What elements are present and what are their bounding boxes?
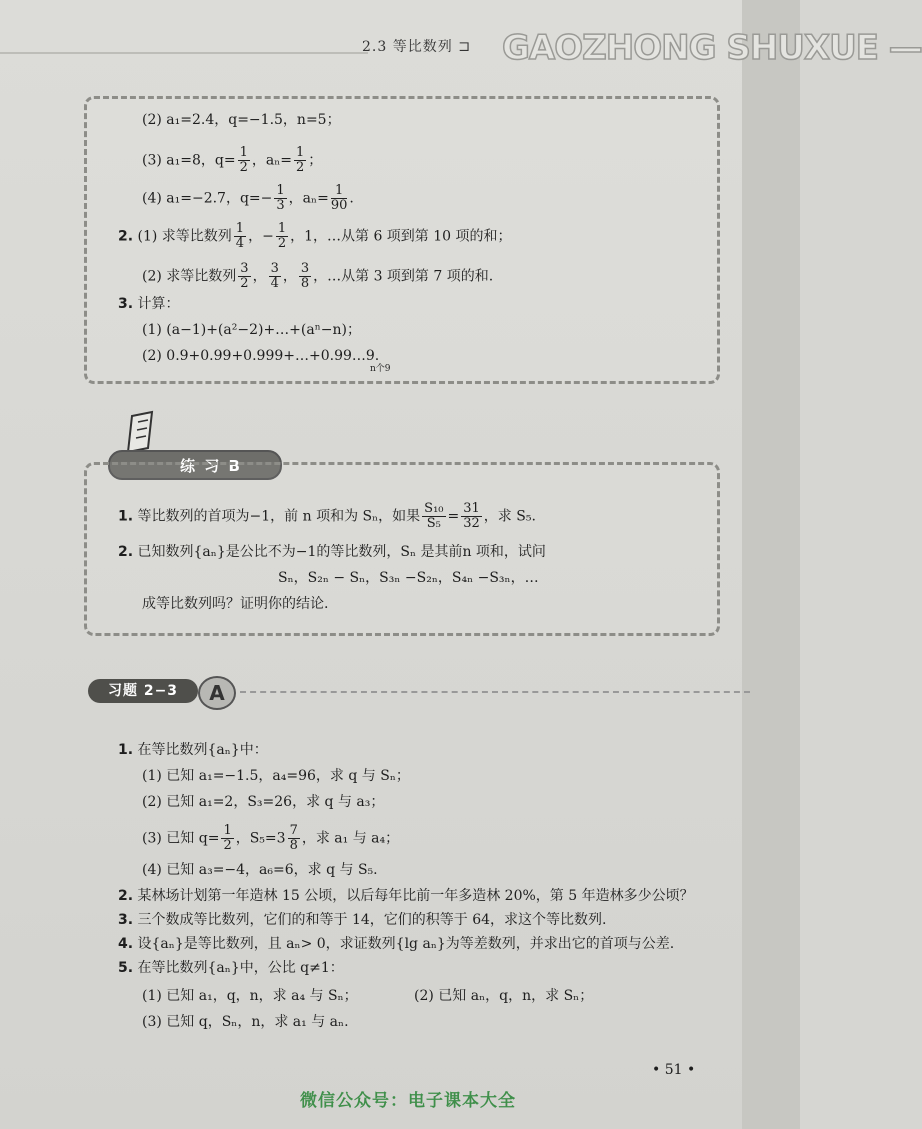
problem-set-rule [240, 691, 750, 693]
ex-a-q3-part2: (2) 0.9+0.99+0.999+…+0.99…9. [142, 348, 380, 364]
fraction-third: $\frac{1}{3}$ [276, 183, 285, 213]
ex-a-item-2: (2) a₁=2.4，q=−1.5，n=5； [142, 112, 341, 128]
ex-a-q2-part2: (2) 求等比数列 $\frac{3}{2}$ ， $\frac{3}{4}$ ， $\frac{3}{8}$ ，…从第 3 项到第 7 项的和. [142, 261, 494, 291]
ex-b-q1: 1. 等比数列的首项为−1，前 n 项和为 Sₙ，如果 $\frac{\text{S₁₀}}{\text{S₅}}$ = $\frac{31}{32}$ ，求 S₅. [118, 501, 536, 531]
fraction-three-halves: $\frac{3}{2}$ [240, 261, 249, 291]
fraction-31-32: $\frac{31}{32}$ [463, 501, 480, 531]
header-rule [0, 52, 368, 54]
fraction-half-d: $\frac{1}{2}$ [223, 823, 232, 853]
problem-2: 2. 某林场计划第一年造林 15 公顷，以后每年比前一年多造林 20%，第 5 年造林多少公顷？ [118, 888, 694, 904]
problem-4: 4. 设{aₙ}是等比数列，且 aₙ> 0，求证数列{lg aₙ}为等差数列，并求出它的首项与公差. [118, 936, 675, 952]
fraction-three-eighths: $\frac{3}{8}$ [300, 261, 310, 291]
page-number: • 51 • [652, 1062, 696, 1078]
ex-b-q2-line1: 2. 已知数列{aₙ}是公比不为−1的等比数列，Sₙ 是其前n 项和，试问 [118, 544, 546, 560]
fraction-half: $\frac{1}{2}$ [239, 145, 248, 175]
page-header [0, 28, 922, 68]
problem-set-tag: 习题 2−3 [88, 679, 198, 703]
problem-level-a: A [198, 676, 236, 710]
problem-1-part2: (2) 已知 a₁=2，S₃=26，求 q 与 a₃； [142, 794, 385, 810]
fraction-quarter: $\frac{1}{4}$ [235, 221, 245, 251]
ex-a-q2-part1: 2. (1) 求等比数列 $\frac{1}{4}$ ，− $\frac{1}{2}$ ，1，…从第 6 项到第 10 项的和； [118, 221, 512, 251]
problem-5-part3: (3) 已知 q，Sₙ，n，求 a₁ 与 aₙ. [142, 1014, 349, 1030]
ex-a-q3-underbrace-label: n个9 [370, 364, 391, 374]
ex-a-item-4: (4) a₁=−2.7，q=− $\frac{1}{3}$ ，aₙ= $\frac{1}{90}$ . [142, 183, 354, 213]
fraction-half-b: $\frac{1}{2}$ [296, 145, 305, 175]
ex-a-item-3: (3) a₁=8，q= $\frac{1}{2}$ ，aₙ= $\frac{1}{2}$ ； [142, 145, 323, 175]
header-decoration: GAOZHONG SHUXUE — [502, 28, 922, 68]
fraction-seven-eighths: $\frac{7}{8}$ [289, 823, 298, 853]
exercise-b-badge: 练 习 B [108, 450, 282, 480]
problem-5-part2: (2) 已知 aₙ，q，n，求 Sₙ； [414, 988, 594, 1004]
problem-1-part1: (1) 已知 a₁=−1.5，a₄=96，求 q 与 Sₙ； [142, 768, 410, 784]
ex-b-q2-line2: Sₙ，S₂ₙ − Sₙ，S₃ₙ −S₂ₙ，S₄ₙ −S₃ₙ，… [278, 570, 539, 586]
problem-5: 5. 在等比数列{aₙ}中，公比 q≠1： [118, 960, 344, 976]
problem-1-part3: (3) 已知 q= $\frac{1}{2}$ ，S₅=3 $\frac{7}{8}$ ，求 a₁ 与 a₄； [142, 823, 400, 853]
fraction-s10-over-s5: $\frac{\text{S₁₀}}{\text{S₅}}$ [424, 501, 444, 531]
problem-5-part1: (1) 已知 a₁，q，n，求 a₄ 与 Sₙ； [142, 988, 358, 1004]
ex-a-q3-part1: (1) (a−1)+(a²−2)+…+(aⁿ−n)； [142, 322, 361, 338]
fraction-ninetieth: $\frac{1}{90}$ [330, 183, 348, 213]
problem-3: 3. 三个数成等比数列，它们的和等于 14，它们的积等于 64，求这个等比数列. [118, 912, 607, 928]
problem-1-part4: (4) 已知 a₃=−4，a₆=6，求 q 与 S₅. [142, 862, 378, 878]
fraction-half-c: $\frac{1}{2}$ [277, 221, 287, 251]
ex-a-q3: 3. 计算： [118, 296, 180, 312]
page-edge-strip [742, 0, 800, 1129]
section-title: 2.3 等比数列 ⊐ [362, 39, 472, 55]
footer-watermark: 微信公众号：电子课本大全 [300, 1091, 516, 1111]
problem-1: 1. 在等比数列{aₙ}中： [118, 742, 268, 758]
ex-b-q2-line3: 成等比数列吗？证明你的结论. [142, 596, 329, 612]
fraction-three-quarters: $\frac{3}{4}$ [270, 261, 279, 291]
